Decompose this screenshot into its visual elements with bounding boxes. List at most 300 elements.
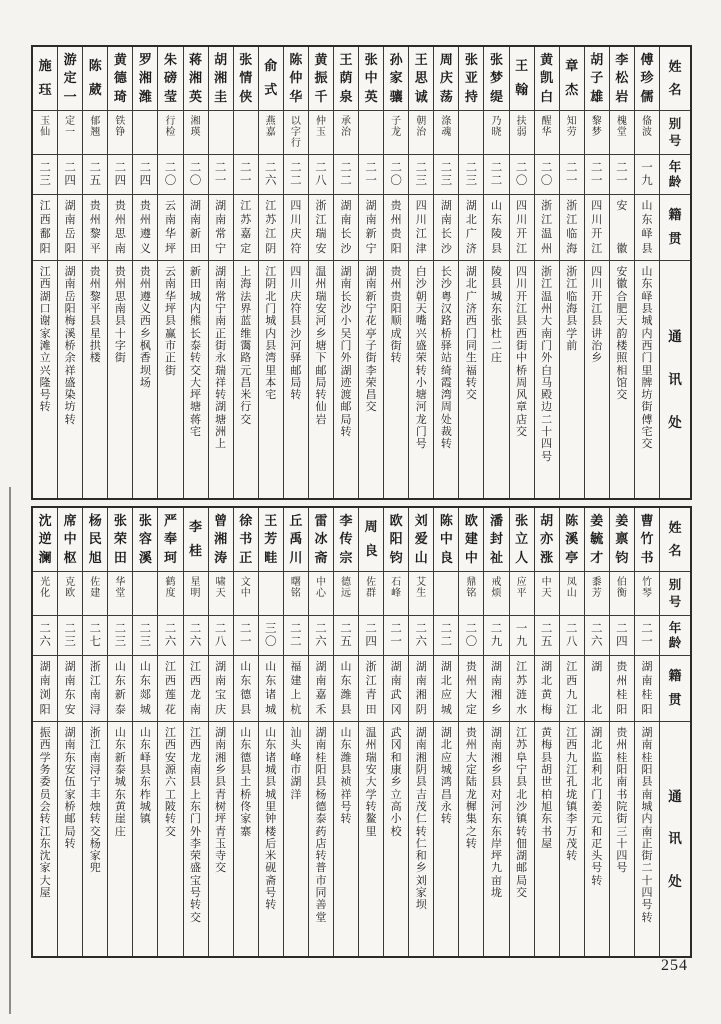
person-address: 湖 南 岳 阳 梅 溪 桥 余 祥 盛 染 坊 转 — [64, 266, 76, 426]
person-name: 潘 封 祉 — [484, 508, 508, 572]
person-column — [283, 47, 308, 498]
person-column — [433, 508, 458, 956]
person-column — [559, 47, 584, 498]
person-courtesy-name: 醒 华 — [535, 111, 559, 155]
person-native-place: 江 苏 嘉 定 — [234, 195, 258, 261]
person-age: 二 二 — [284, 616, 308, 656]
person-age: 二 一 — [560, 155, 584, 195]
person-column — [107, 47, 132, 498]
person-address: 湖 南 东 安 伍 家 桥 邮 局 转 — [64, 727, 76, 850]
person-address: 贵 州 思 南 县 十 字 街 — [114, 266, 126, 365]
person-column — [132, 47, 157, 498]
person-native-place: 四 川 江 津 — [409, 195, 433, 261]
person-address: 江 西 九 江 孔 垅 镇 李 万 茂 转 — [566, 727, 578, 863]
person-age: 二 八 — [209, 616, 233, 656]
person-address: 长 沙 粤 汉 路 桥 驿 站 绮 霞 湾 周 处 裁 转 — [440, 266, 452, 451]
person-native-place: 湖 南 宝 庆 — [209, 656, 233, 722]
person-courtesy-name: 乃 晓 — [484, 111, 508, 155]
person-native-place: 江 西 九 江 — [560, 656, 584, 722]
person-column — [483, 508, 508, 956]
person-native-place: 湖 南 东 安 — [58, 656, 82, 722]
person-name: 施 珏 — [33, 47, 57, 111]
column-header-native-place: 籍 贯 — [660, 656, 690, 722]
person-courtesy-name: 湘 瑛 — [184, 111, 208, 155]
person-column — [258, 47, 283, 498]
person-age: 三 〇 — [259, 616, 283, 656]
person-age: 二 五 — [535, 616, 559, 656]
person-age: 二 三 — [33, 155, 57, 195]
person-age: 二 二 — [334, 155, 358, 195]
person-column — [57, 47, 82, 498]
person-column — [383, 47, 408, 498]
person-name: 周 良 — [359, 508, 383, 572]
person-age: 二 〇 — [535, 155, 559, 195]
person-native-place: 四 川 庆 符 — [284, 195, 308, 261]
person-courtesy-name: 玉 仙 — [33, 111, 57, 155]
person-courtesy-name: 戒 烦 — [484, 572, 508, 616]
person-name: 胡 湘 圭 — [209, 47, 233, 111]
person-courtesy-name: 知 劳 — [560, 111, 584, 155]
person-name: 丘 禹 川 — [284, 508, 308, 572]
person-name: 胡 子 雄 — [585, 47, 609, 111]
person-courtesy-name — [133, 111, 157, 155]
person-native-place: 福 建 上 杭 — [284, 656, 308, 722]
person-courtesy-name: 黍 芳 — [585, 572, 609, 616]
person-courtesy-name: 仲 玉 — [309, 111, 333, 155]
person-age: 二 一 — [384, 616, 408, 656]
person-native-place: 湖 南 桂 阳 — [635, 656, 659, 722]
person-native-place: 浙 江 南 浔 — [83, 656, 107, 722]
person-age: 二 九 — [484, 616, 508, 656]
person-name: 蒋 湘 英 — [184, 47, 208, 111]
person-address: 浙 江 临 海 县 学 前 — [566, 266, 578, 352]
person-address: 浙 江 温 州 大 南 门 外 白 马 殿 边 二 十 四 号 — [541, 266, 553, 463]
person-column — [609, 47, 634, 498]
person-age: 二 一 — [585, 155, 609, 195]
person-age: 二 二 — [434, 616, 458, 656]
person-age: 一 九 — [510, 616, 534, 656]
person-courtesy-name: 郁 翘 — [83, 111, 107, 155]
person-name: 李 松 岩 — [610, 47, 634, 111]
person-name: 欧 阳 钧 — [384, 508, 408, 572]
person-courtesy-name: 扶 弱 — [510, 111, 534, 155]
person-native-place: 湖 南 新 田 — [184, 195, 208, 261]
person-native-place: 山 东 陵 县 — [484, 195, 508, 261]
directory-table-top — [31, 45, 692, 500]
person-column — [358, 47, 383, 498]
person-native-place: 浙 江 青 田 — [359, 656, 383, 722]
person-address: 湖 南 常 宁 南 正 街 永 瑞 祥 转 湖 塘 洲 上 — [215, 266, 227, 451]
person-courtesy-name: 佐 群 — [359, 572, 383, 616]
directory-table-bottom — [31, 506, 692, 958]
header-column — [659, 47, 690, 498]
person-courtesy-name: 曙 铭 — [284, 572, 308, 616]
person-column — [333, 508, 358, 956]
person-native-place: 贵 州 黎 平 — [83, 195, 107, 261]
person-courtesy-name: 应 平 — [510, 572, 534, 616]
person-native-place: 湖 南 武 冈 — [384, 656, 408, 722]
person-native-place: 四 川 开 江 — [585, 195, 609, 261]
person-column — [609, 508, 634, 956]
person-courtesy-name: 定 一 — [58, 111, 82, 155]
person-courtesy-name: 艾 生 — [409, 572, 433, 616]
column-header-address: 通 讯 处 — [668, 328, 682, 430]
person-courtesy-name: 凤 山 — [560, 572, 584, 616]
scan-edge-artifact — [9, 487, 11, 1014]
person-column — [509, 47, 534, 498]
person-courtesy-name: 石 峰 — [384, 572, 408, 616]
person-native-place: 湖 北 广 济 — [459, 195, 483, 261]
person-age: 二 六 — [309, 616, 333, 656]
person-column — [534, 47, 559, 498]
person-age: 二 三 — [58, 616, 82, 656]
person-address: 湖 北 广 济 西 门 同 生 福 转 交 — [465, 266, 477, 402]
person-age: 二 一 — [610, 155, 634, 195]
person-address: 新 田 城 内 熊 长 泰 转 交 大 坪 塘 蒋 宅 — [190, 266, 202, 439]
person-name: 罗 湘 潍 — [133, 47, 157, 111]
person-courtesy-name: 啸 天 — [209, 572, 233, 616]
person-column — [183, 47, 208, 498]
person-courtesy-name — [209, 111, 233, 155]
person-age: 二 〇 — [384, 155, 408, 195]
person-native-place: 湖 南 新 宁 — [359, 195, 383, 261]
person-name: 胡 亦 涨 — [535, 508, 559, 572]
person-address: 云 南 华 坪 县 赢 市 正 街 — [164, 266, 176, 377]
person-column — [559, 508, 584, 956]
person-courtesy-name — [459, 111, 483, 155]
person-native-place: 贵 州 大 定 — [459, 656, 483, 722]
person-name: 游 定 一 — [58, 47, 82, 111]
person-address: 湖 南 长 沙 小 吴 门 外 湖 迹 渡 邮 局 转 — [340, 266, 352, 439]
person-address: 山 东 德 县 土 桥 佟 家 寨 — [240, 727, 252, 838]
person-name: 黄 振 千 — [309, 47, 333, 111]
person-age: 二 四 — [133, 155, 157, 195]
person-age: 二 一 — [635, 616, 659, 656]
person-column — [107, 508, 132, 956]
person-address: 武 冈 和 康 乡 立 高 小 校 — [390, 727, 402, 838]
person-age: 二 三 — [108, 616, 132, 656]
page-number: 254 — [661, 957, 688, 974]
person-name: 黄 德 琦 — [108, 47, 132, 111]
person-native-place: 湖 北 应 城 — [434, 656, 458, 722]
person-native-place: 江 苏 涟 水 — [510, 656, 534, 722]
person-native-place: 云 南 华 坪 — [158, 195, 182, 261]
person-native-place: 山 东 峄 县 — [635, 195, 659, 261]
person-name: 张 中 英 — [359, 47, 383, 111]
person-courtesy-name: 中 心 — [309, 572, 333, 616]
person-name: 沈 逆 澜 — [33, 508, 57, 572]
person-address: 贵 州 大 定 陆 龙 樨 集 之 转 — [465, 727, 477, 850]
person-address: 山 东 峄 县 城 内 西 门 里 牌 坊 街 傅 宅 交 — [641, 266, 653, 451]
person-column — [458, 47, 483, 498]
person-column — [333, 47, 358, 498]
column-header-courtesy-name: 别 号 — [660, 572, 690, 616]
person-native-place: 湖 南 湘 阴 — [409, 656, 433, 722]
person-column — [408, 47, 433, 498]
person-age: 二 一 — [234, 616, 258, 656]
person-name: 陈 葳 — [83, 47, 107, 111]
person-courtesy-name: 俻 波 — [635, 111, 659, 155]
person-name: 李 传 宗 — [334, 508, 358, 572]
person-name: 黄 凯 白 — [535, 47, 559, 111]
person-native-place: 浙 江 瑞 安 — [309, 195, 333, 261]
person-age: 二 六 — [33, 616, 57, 656]
person-name: 张 立 人 — [510, 508, 534, 572]
person-column — [82, 47, 107, 498]
person-native-place: 浙 江 温 州 — [535, 195, 559, 261]
person-courtesy-name: 鼎 铭 — [459, 572, 483, 616]
person-name: 徐 书 正 — [234, 508, 258, 572]
person-address: 温 州 瑞 安 河 乡 塘 下 邮 局 转 仙 岩 — [315, 266, 327, 426]
person-name: 姜 毓 才 — [585, 508, 609, 572]
person-native-place: 湖 北 黄 梅 — [535, 656, 559, 722]
person-age: 二 三 — [133, 616, 157, 656]
person-address: 湖 南 湘 乡 县 对 河 东 东 岸 坪 九 亩 垅 — [490, 727, 502, 900]
person-courtesy-name: 德 远 — [334, 572, 358, 616]
person-column — [208, 47, 233, 498]
person-column — [183, 508, 208, 956]
person-column — [433, 47, 458, 498]
person-column — [33, 508, 57, 956]
person-age: 二 四 — [108, 155, 132, 195]
person-address: 湖 北 监 利 北 门 姜 元 和 疋 头 号 转 — [591, 727, 603, 887]
person-age: 二 一 — [234, 155, 258, 195]
person-age: 二 六 — [259, 155, 283, 195]
person-address: 温 州 瑞 安 大 学 转 鳌 里 — [365, 727, 377, 838]
person-column — [308, 47, 333, 498]
person-column — [208, 508, 233, 956]
person-name: 章 杰 — [560, 47, 584, 111]
person-age: 二 六 — [585, 616, 609, 656]
person-native-place: 贵 州 贵 阳 — [384, 195, 408, 261]
person-address: 湖 北 应 城 鸿 昌 永 转 — [440, 727, 452, 826]
person-address: 贵 州 桂 阳 南 书 院 街 三 十 四 号 — [616, 727, 628, 875]
person-address: 贵 州 遵 义 西 乡 枫 香 坝 场 — [139, 266, 151, 389]
person-address: 黄 梅 县 胡 世 柏 旭 东 书 屋 — [541, 727, 553, 850]
person-courtesy-name: 中 天 — [535, 572, 559, 616]
person-name: 严 奉 珂 — [158, 508, 182, 572]
person-age: 二 二 — [284, 155, 308, 195]
person-column — [634, 47, 659, 498]
person-native-place: 山 东 新 泰 — [108, 656, 132, 722]
person-native-place: 山 东 潍 县 — [334, 656, 358, 722]
person-column — [584, 508, 609, 956]
person-native-place: 湖 南 长 沙 — [434, 195, 458, 261]
person-name: 张 梦 缇 — [484, 47, 508, 111]
person-courtesy-name: 克 欧 — [58, 572, 82, 616]
person-address: 山 东 峄 县 东 柞 城 镇 — [139, 727, 151, 826]
person-column — [233, 47, 258, 498]
person-name: 席 中 枢 — [58, 508, 82, 572]
person-name: 张 亚 持 — [459, 47, 483, 111]
person-age: 二 八 — [309, 155, 333, 195]
person-native-place: 江 西 鄱 阳 — [33, 195, 57, 261]
person-name: 俞 式 — [259, 47, 283, 111]
person-address: 四 川 开 江 县 讲 治 乡 — [591, 266, 603, 365]
person-name: 王 芳 畦 — [259, 508, 283, 572]
person-address: 山 东 潍 县 祯 祥 号 转 — [340, 727, 352, 826]
person-address: 江 西 安 源 六 工 陂 转 交 — [164, 727, 176, 838]
person-courtesy-name: 涤 魂 — [434, 111, 458, 155]
person-column — [634, 508, 659, 956]
person-age: 二 〇 — [184, 155, 208, 195]
person-courtesy-name: 朝 治 — [409, 111, 433, 155]
person-courtesy-name: 文 中 — [234, 572, 258, 616]
person-name: 雷 冰 斋 — [309, 508, 333, 572]
person-name: 曾 湘 涛 — [209, 508, 233, 572]
person-name: 王 荫 泉 — [334, 47, 358, 111]
person-courtesy-name — [359, 111, 383, 155]
person-courtesy-name: 星 明 — [184, 572, 208, 616]
person-address: 四 川 庆 符 县 沙 河 驿 邮 局 转 — [290, 266, 302, 402]
person-native-place: 湖 南 湘 乡 — [484, 656, 508, 722]
person-courtesy-name: 华 堂 — [108, 572, 132, 616]
person-courtesy-name: 承 治 — [334, 111, 358, 155]
person-name: 刘 爱 山 — [409, 508, 433, 572]
person-name: 陈 仲 华 — [284, 47, 308, 111]
person-native-place: 湖 南 岳 阳 — [58, 195, 82, 261]
person-courtesy-name: 燕 嘉 — [259, 111, 283, 155]
person-courtesy-name: 伯 衡 — [610, 572, 634, 616]
person-age: 二 六 — [158, 616, 182, 656]
person-native-place: 安 徽 — [610, 195, 634, 261]
person-name: 朱 磅 莹 — [158, 47, 182, 111]
person-age: 二 三 — [409, 155, 433, 195]
person-address: 湖 南 桂 阳 县 杨 德 泰 药 店 转 普 市 同 善 堂 — [315, 727, 327, 924]
person-courtesy-name: 鹤 度 — [158, 572, 182, 616]
person-courtesy-name: 以 字 行 — [284, 111, 308, 155]
person-age: 二 三 — [434, 155, 458, 195]
person-column — [483, 47, 508, 498]
person-column — [33, 47, 57, 498]
person-native-place: 江 西 莲 花 — [158, 656, 182, 722]
person-name: 张 荣 田 — [108, 508, 132, 572]
person-name: 孙 家 骧 — [384, 47, 408, 111]
person-age: 二 四 — [610, 616, 634, 656]
person-column — [308, 508, 333, 956]
person-address: 四 川 开 江 县 西 街 中 桥 周 风 章 店 交 — [516, 266, 528, 439]
person-age: 二 〇 — [158, 155, 182, 195]
person-age: 二 四 — [359, 616, 383, 656]
person-address: 湖 南 桂 阳 县 南 城 内 南 正 街 二 十 四 号 转 — [641, 727, 653, 924]
person-column — [57, 508, 82, 956]
person-native-place: 江 西 龙 南 — [184, 656, 208, 722]
person-name: 张 容 溪 — [133, 508, 157, 572]
person-age: 二 五 — [83, 155, 107, 195]
person-native-place: 湖 南 长 沙 — [334, 195, 358, 261]
person-native-place: 贵 州 遵 义 — [133, 195, 157, 261]
person-name: 周 庆 荡 — [434, 47, 458, 111]
person-name: 欧 建 中 — [459, 508, 483, 572]
person-address: 湖 南 湘 阴 县 吉 茂 仁 转 仁 和 乡 刘 家 坝 — [415, 727, 427, 912]
person-age: 二 六 — [409, 616, 433, 656]
person-address: 浙 江 南 浔 宁 丰 烛 转 交 杨 家 兜 — [89, 727, 101, 875]
person-address: 山 东 新 泰 城 东 黄 崖 庄 — [114, 727, 126, 838]
person-column — [408, 508, 433, 956]
person-column — [584, 47, 609, 498]
header-column — [659, 508, 690, 956]
person-courtesy-name: 槐 堂 — [610, 111, 634, 155]
person-address: 安 徽 合 肥 天 韵 楼 照 相 馆 交 — [616, 266, 628, 402]
person-age: 二 〇 — [510, 155, 534, 195]
person-column — [458, 508, 483, 956]
person-native-place: 湖 南 浏 阳 — [33, 656, 57, 722]
person-native-place: 湖 南 嘉 禾 — [309, 656, 333, 722]
person-age: 二 五 — [334, 616, 358, 656]
person-column — [132, 508, 157, 956]
person-name: 姜 禀 钧 — [610, 508, 634, 572]
person-column — [82, 508, 107, 956]
person-name: 杨 民 旭 — [83, 508, 107, 572]
person-address: 江 苏 阜 宁 县 北 沙 镇 转 佃 湖 邮 局 交 — [516, 727, 528, 900]
person-column — [157, 508, 182, 956]
person-address: 汕 头 峰 市 湖 洋 — [290, 727, 302, 801]
column-header-address: 通 讯 处 — [668, 789, 682, 889]
person-name: 陈 溪 亭 — [560, 508, 584, 572]
person-age: 二 六 — [184, 616, 208, 656]
person-native-place: 湖 南 常 宁 — [209, 195, 233, 261]
person-address: 白 沙 朝 天 嘴 兴 盛 荣 转 小 塘 河 龙 门 号 — [415, 266, 427, 451]
person-name: 王 思 诚 — [409, 47, 433, 111]
person-courtesy-name: 竹 琴 — [635, 572, 659, 616]
column-header-age: 年 龄 — [660, 155, 690, 195]
person-age: 一 九 — [635, 155, 659, 195]
person-column — [157, 47, 182, 498]
person-address: 山 东 诸 城 县 城 里 钟 楼 后 米 砚 斋 号 转 — [265, 727, 277, 912]
person-age: 二 八 — [560, 616, 584, 656]
person-courtesy-name — [259, 572, 283, 616]
person-native-place: 山 东 郯 城 — [133, 656, 157, 722]
person-address: 湖 南 新 宁 花 亭 子 街 李 荣 昌 交 — [365, 266, 377, 414]
person-courtesy-name — [434, 572, 458, 616]
person-address: 陵 县 城 东 张 杜 二 庄 — [490, 266, 502, 365]
person-age: 二 七 — [83, 616, 107, 656]
person-column — [258, 508, 283, 956]
person-name: 陈 中 良 — [434, 508, 458, 572]
person-age: 二 三 — [459, 155, 483, 195]
person-address: 贵 州 贵 阳 顺 成 街 转 — [390, 266, 402, 365]
person-name: 李 桂 — [184, 508, 208, 572]
column-header-native-place: 籍 贯 — [660, 195, 690, 261]
person-courtesy-name: 铁 铮 — [108, 111, 132, 155]
person-address: 江 西 龙 南 县 上 东 门 外 李 荣 盛 宝 号 转 交 — [190, 727, 202, 924]
person-column — [233, 508, 258, 956]
person-age: 二 二 — [484, 155, 508, 195]
column-header-age: 年 龄 — [660, 616, 690, 656]
person-name: 张 情 侠 — [234, 47, 258, 111]
person-name: 王 翰 — [510, 47, 534, 111]
person-age: 二 〇 — [459, 616, 483, 656]
person-courtesy-name — [234, 111, 258, 155]
person-name: 傅 珍 儒 — [635, 47, 659, 111]
person-column — [509, 508, 534, 956]
person-native-place: 山 东 诸 城 — [259, 656, 283, 722]
person-column — [383, 508, 408, 956]
person-address: 湖 南 湘 乡 县 青 树 坪 青 玉 寺 交 — [215, 727, 227, 875]
person-native-place: 江 苏 江 阴 — [259, 195, 283, 261]
person-age: 二 四 — [58, 155, 82, 195]
person-courtesy-name: 佐 建 — [83, 572, 107, 616]
person-address: 振 西 学 务 委 员 会 转 江 东 沈 家 大 屋 — [39, 727, 51, 900]
person-native-place: 贵 州 思 南 — [108, 195, 132, 261]
person-native-place: 浙 江 临 海 — [560, 195, 584, 261]
person-courtesy-name: 子 龙 — [384, 111, 408, 155]
column-header-name: 姓 名 — [660, 47, 690, 111]
column-header-courtesy-name: 别 号 — [660, 111, 690, 155]
person-column — [283, 508, 308, 956]
person-courtesy-name: 光 化 — [33, 572, 57, 616]
person-address: 江 阴 北 门 城 内 县 湾 里 本 宅 — [265, 266, 277, 402]
